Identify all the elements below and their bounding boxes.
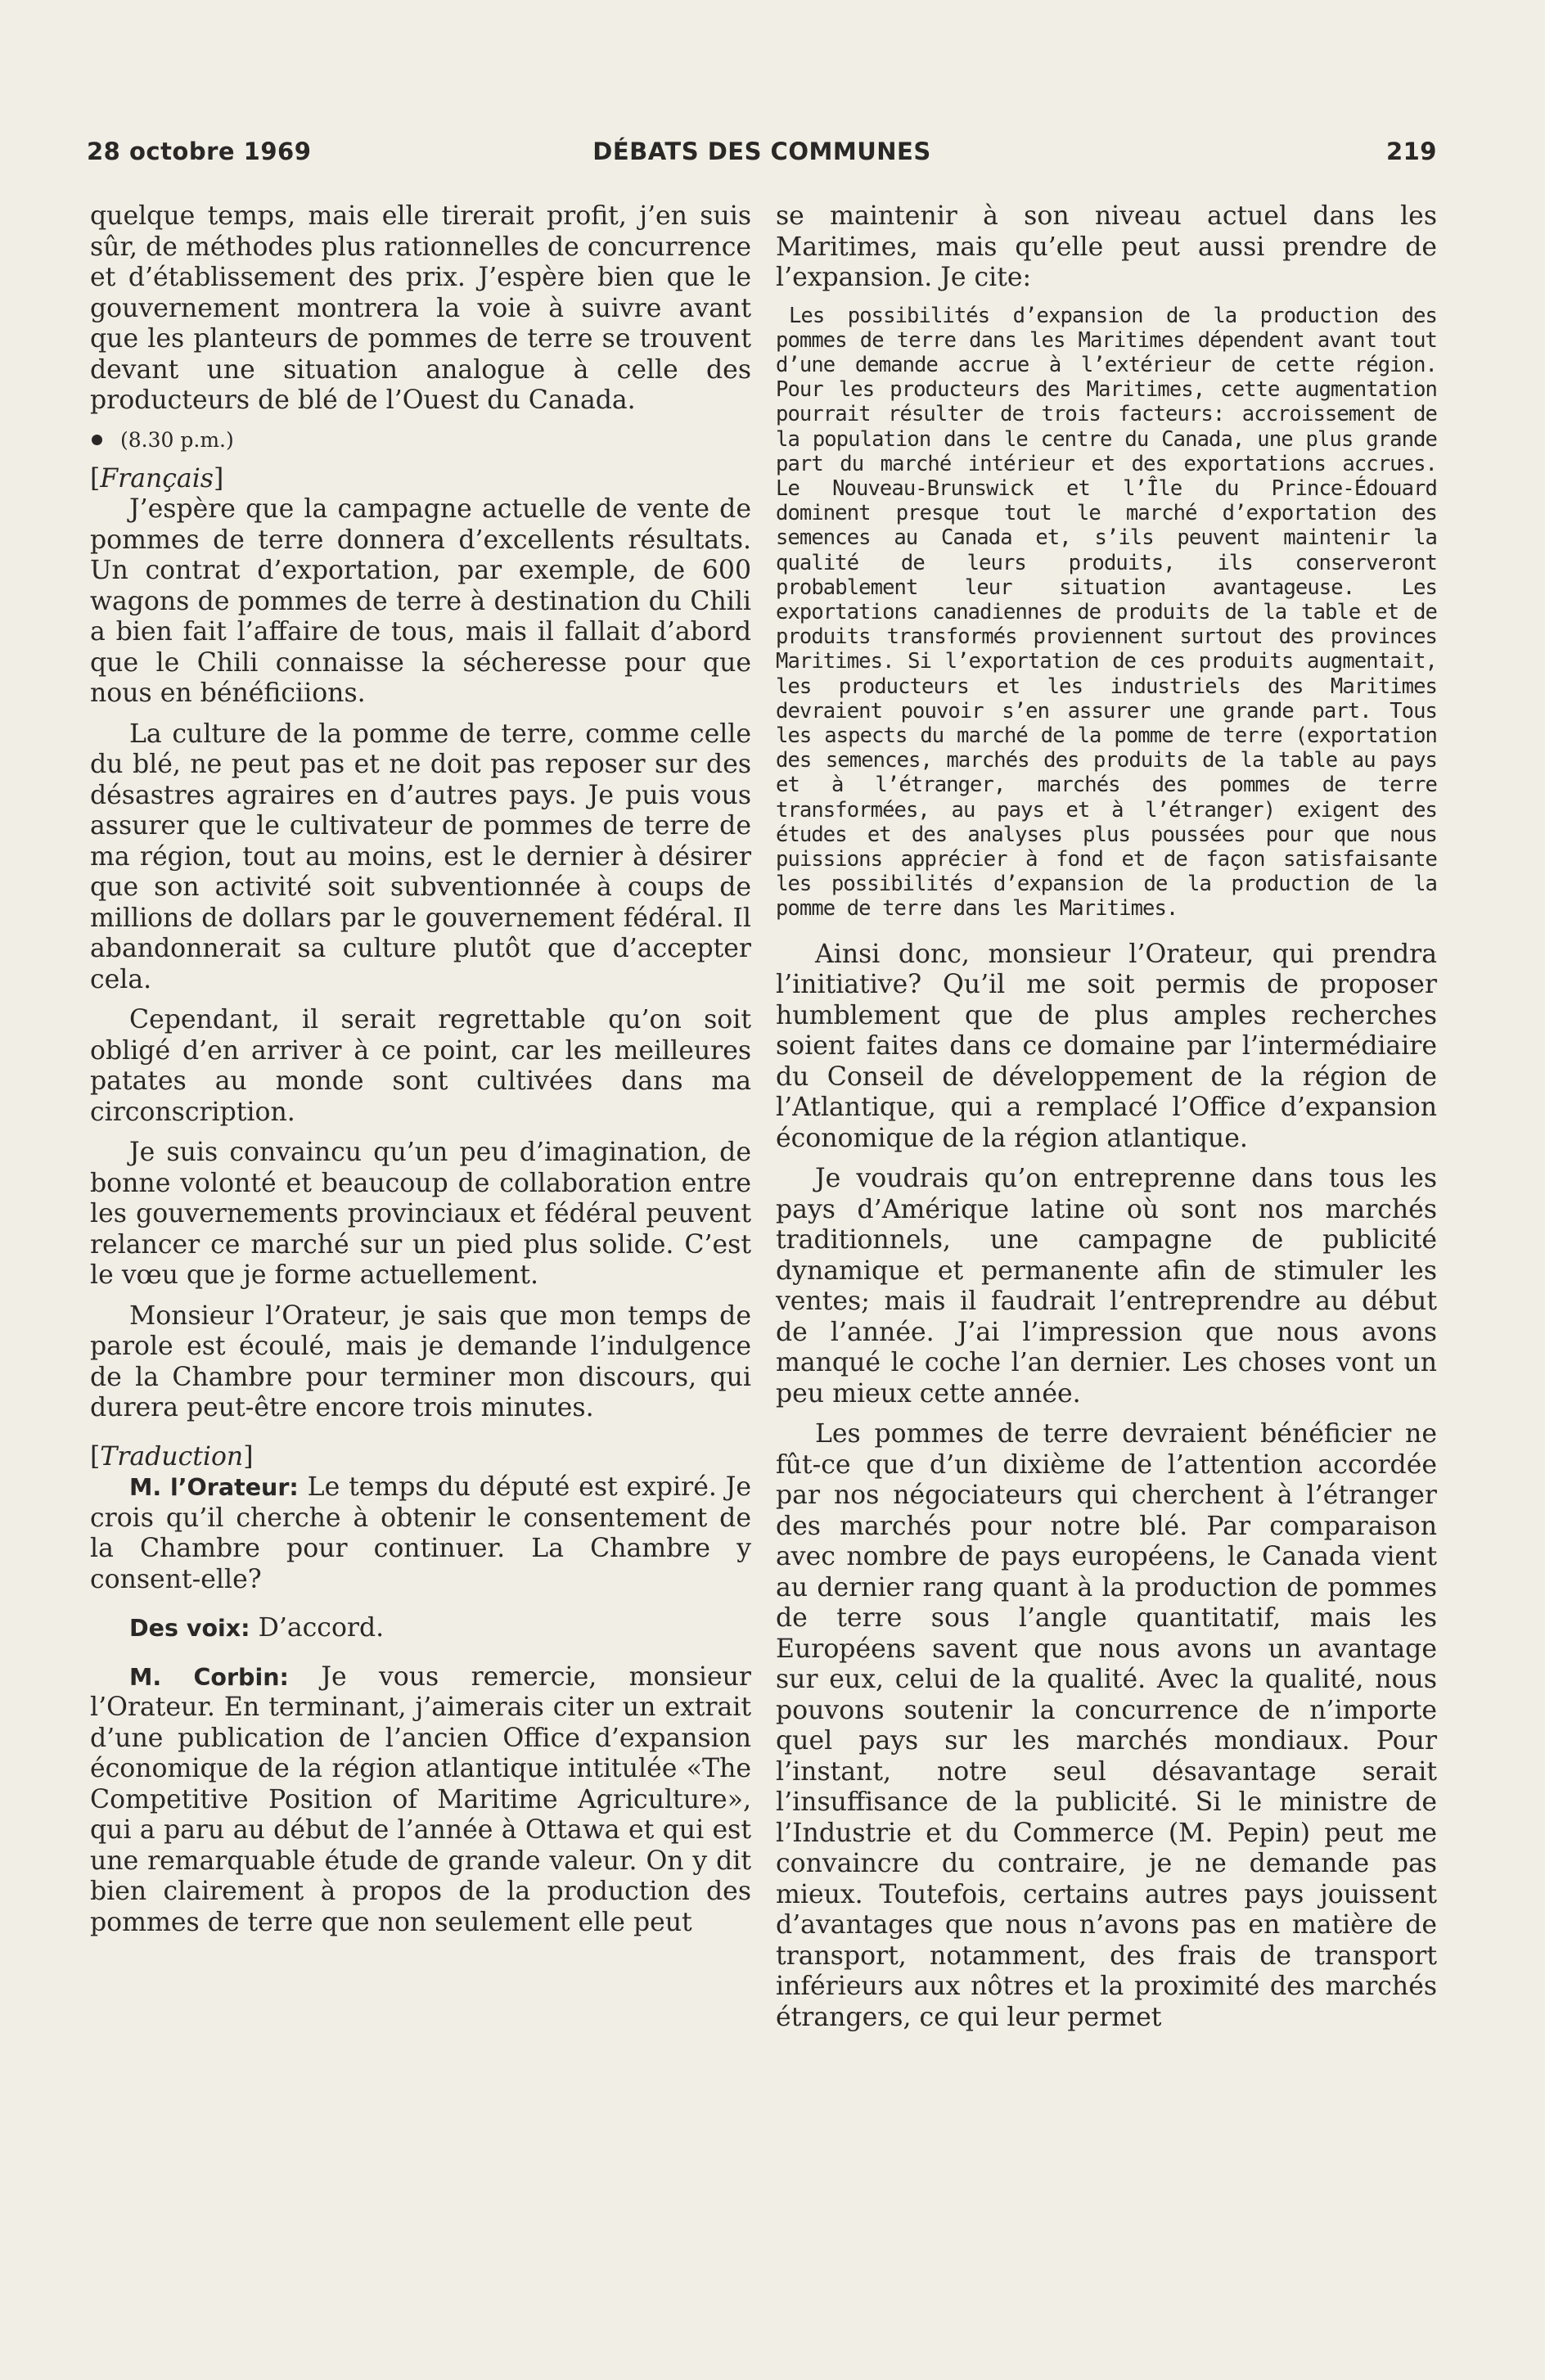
time-marker [90,426,751,454]
paragraph: se maintenir à son niveau actuel dans les Maritimes, mais qu’elle peut aussi prendre de l’expansion. Je cite: [776,201,1437,292]
speech [90,1662,751,1939]
speaker-name: M. l’Orateur: [129,1474,299,1501]
speech-text: Le temps du député est expiré. Je crois qu’il cherche à obtenir le consentement de la Chambre pour continuer. La Chambre y consent-elle? [90,1472,752,1594]
rubric-label: Traduction [100,1441,244,1472]
paragraph: Les pommes de terre devraient bénéficier ne fût-ce que d’un dixième de l’attention accordée par nos négociateurs qui cherchent à l’étranger des marchés pour notre blé. Par comparaison avec nombre de pays européens, le Canada vient au dernier rang quant à la production de pommes de terre sous l’angle quantitatif, mais les Européens savent que nous avons un avantage sur eux, celui de la qualité. Avec la qualité, nous pouvons soutenir la concurrence de n’importe quel pays sur les marchés mondiaux. Pour l’instant, notre seul désavantage serait l’insuffisance de la publicité. Si le ministre de l’Industrie et du Commerce (M. Pepin) peut me convaincre du contraire, je ne demande pas mieux. Toutefois, certains autres pays jouissent d’avantages que nous n’avons pas en matière de transport, notamment, des frais de transport inférieurs aux nôtres et la proximité des marchés étrangers, ce qui leur permet [776,1419,1437,2032]
language-rubric: [Traduction] [90,1441,254,1472]
page-number: 219 [1385,137,1437,165]
language-rubric: [Français] [90,463,224,494]
paragraph: Ainsi donc, monsieur l’Orateur, qui prendra l’initiative? Qu’il me soit permis de proposer humblement que de plus amples recherches soient faites dans ce domaine par l’intermédiaire du Conseil de développement de la région de l’Atlantique, qui a remplacé l’Office d’expansion économique de la région atlantique. [776,939,1437,1153]
header-title: DÉBATS DES COMMUNES [592,137,931,165]
block-quote: Les possibilités d’expansion de la production des pommes de terre dans les Maritimes dépendent avant tout d’une demande accrue à l’extérieur de cette région. Pour les producteurs des Maritimes, cette augmentation pourrait résulter de trois facteurs: accroissement de la population dans le centre du Canada, une plus grande part du marché intérieur et des exportations accrues. Le Nouveau-Brunswick et l’Île du Prince-Édouard dominent presque tout le marché d’exportation des semences au Canada et, s’ils peuvent maintenir la qualité de leurs produits, ils conserveront probablement leur situation avantageuse. Les exportations canadiennes de produits de la table et de produits transformés proviennent surtout des provinces Maritimes. Si l’exportation de ces produits augmentait, les producteurs et les industriels des Maritimes devraient pouvoir s’en assurer une grande part. Tous les aspects du marché de la pomme de terre (exportation des semences, marchés des produits de la table au pays et à l’étranger, marchés des pommes de terre transformées, au pays et à l’étranger) exigent des études et des analyses plus poussées pour que nous puissions apprécier à fond et de façon satisfaisante les possibilités d’expansion de la production de la pomme de terre dans les Maritimes. [776,303,1437,922]
bullet-icon [92,435,102,445]
header-date: 28 octobre 1969 [87,137,312,165]
paragraph: Je suis convaincu qu’un peu d’imagination, de bonne volonté et beaucoup de collaboration entre les gouvernements provinciaux et fédéral peuvent relancer ce marché sur un pied plus solide. C’est le vœu que je forme actuellement. [90,1138,751,1290]
rubric-label: Français [100,463,214,494]
paragraph: Cependant, il serait regrettable qu’on soit obligé d’en arriver à ce point, car les meilleures patates au monde sont cultivées dans ma circonscription. [90,1005,751,1127]
paragraph: Monsieur l’Orateur, je sais que mon temps de parole est écoulé, mais je demande l’indulgence de la Chambre pour terminer mon discours, qui durera peut-être encore trois minutes. [90,1300,751,1422]
paragraph: quelque temps, mais elle tirerait profit, j’en suis sûr, de méthodes plus rationnelles de concurrence et d’établissement des prix. J’espère bien que le gouvernement montrera la voie à suivre avant que les planteurs de pommes de terre se trouvent devant une situation analogue à celle des producteurs de blé de l’Ouest du Canada. [90,201,751,415]
speech [90,1472,751,1595]
speech-text: D’accord. [258,1613,385,1643]
paragraph: Je voudrais qu’on entreprenne dans tous les pays d’Amérique latine où sont nos marchés traditionnels, une campagne de publicité dynamique et permanente afin de stimuler les ventes; mais il faudrait l’entreprendre au début de l’année. J’ai l’impression que nous avons manqué le coche l’an dernier. Les choses vont un peu mieux cette année. [776,1164,1437,1409]
paragraph: J’espère que la campagne actuelle de vente de pommes de terre donnera d’excellents résultats. Un contrat d’exportation, par exemple, de 600 wagons de pommes de terre à destination du Chili a bien fait l’affaire de tous, mais il fallait d’abord que le Chili connaisse la sécheresse pour que nous en bénéficiions. [90,494,751,708]
speech-text: Je vous remercie, monsieur l’Orateur. En terminant, j’aimerais citer un extrait d’une publication de l’ancien Office d’expansion économique de la région atlantique intitulée «The Competitive Position of Maritime Agriculture», qui a paru au début de l’année à Ottawa et qui est une remarquable étude de grande valeur. On y dit bien clairement à propos de la production des pommes de terre que non seulement elle peut [90,1661,751,1937]
time-marker-text: (8.30 p.m.) [120,427,234,452]
paragraph: La culture de la pomme de terre, comme celle du blé, ne peut pas et ne doit pas reposer sur des désastres agraires en d’autres pays. Je puis vous assurer que le cultivateur de pommes de terre de ma région, tout au moins, est le dernier à désirer que son activité soit subventionnée à coups de millions de dollars par le gouvernement fédéral. Il abandonnerait sa culture plutôt que d’accepter cela. [90,719,751,994]
left-column [90,201,751,1938]
speech [90,1613,751,1644]
page-header [87,137,1437,170]
speaker-name: M. Corbin: [129,1663,289,1691]
speaker-name: Des voix: [129,1615,250,1642]
right-column [776,201,1437,2033]
